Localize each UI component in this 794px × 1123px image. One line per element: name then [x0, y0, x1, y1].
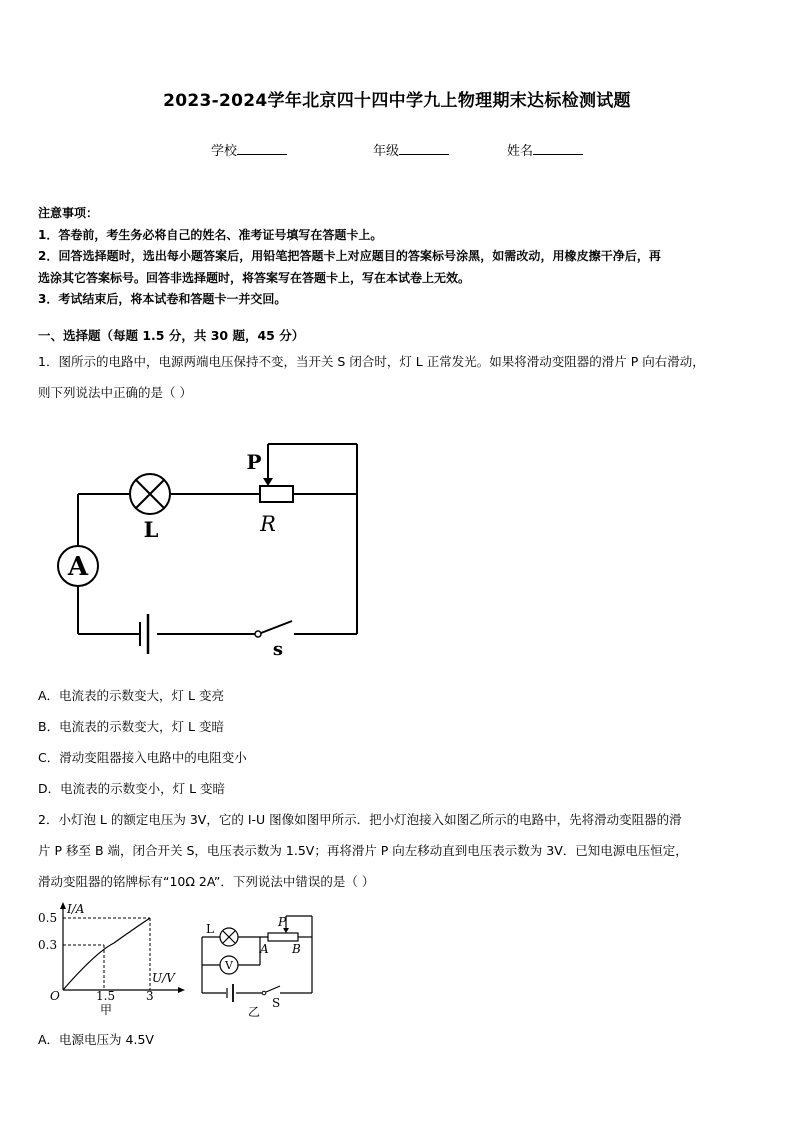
switch-icon: [255, 621, 292, 637]
battery-icon: [140, 614, 157, 654]
lamp-label: L: [206, 922, 214, 936]
switch-label: S: [272, 996, 281, 1010]
graph-xlabel: U/V: [152, 971, 175, 985]
note-line: 2．回答选择题时，选出每小题答案后，用铅笔把答题卡上对应题目的答案标号涂黑，如需改动，用橡皮擦干净后，再: [38, 249, 661, 263]
section-heading: 一、选择题（每题 1.5 分，共 30 题，45 分）: [38, 328, 305, 343]
lamp-icon: [130, 474, 170, 514]
question-1-stem: [38, 346, 760, 408]
iu-curve: [63, 918, 150, 990]
question-line: 片 P 移至 B 端，闭合开关 S，电压表示数为 1.5V；再将滑片 P 向左移动直到电压表示数为 3V．已知电源电压恒定，: [38, 843, 688, 858]
grade-field[interactable]: [373, 140, 449, 159]
school-label: 学校: [211, 144, 238, 159]
name-label: 姓名: [507, 144, 534, 159]
switch-label: s: [272, 639, 284, 660]
school-field[interactable]: [211, 140, 287, 159]
question-2-stem: [38, 804, 760, 897]
graph-caption: 甲: [100, 1003, 113, 1017]
question-2-circuit-diagram: [196, 910, 326, 1020]
voltmeter-label: V: [225, 959, 233, 972]
slider-label: P: [278, 915, 287, 929]
option-b[interactable]: B．电流表的示数变大，灯 L 变暗: [38, 719, 224, 734]
option-a[interactable]: A．电流表的示数变大，灯 L 变亮: [38, 688, 224, 703]
question-line: 1．图所示的电路中，电源两端电压保持不变，当开关 S 闭合时，灯 L 正常发光。如果将滑动变阻器的滑片 P 向右滑动，: [38, 354, 705, 369]
note-line: 3．考试结束后，将本试卷和答题卡一并交回。: [38, 292, 287, 306]
notes-heading: 注意事项：: [38, 206, 99, 220]
x-tick: 3: [146, 989, 154, 1003]
notes-block: [38, 203, 758, 311]
graph-origin: O: [50, 989, 60, 1003]
slider-arrow-icon: [263, 478, 273, 486]
switch-icon: [262, 986, 280, 995]
ammeter-icon: [58, 546, 98, 586]
rheostat-resistor: [260, 486, 293, 502]
name-field[interactable]: [507, 140, 583, 159]
lamp-icon: [220, 928, 238, 946]
question-1-circuit-diagram: [50, 438, 370, 668]
grade-blank[interactable]: [399, 142, 449, 155]
voltmeter-icon: [220, 956, 238, 974]
option-a[interactable]: A．电源电压为 4.5V: [38, 1032, 154, 1047]
resistor-label: R: [260, 512, 276, 536]
page-title: 2023-2024学年北京四十四中学九上物理期末达标检测试题: [163, 91, 631, 111]
note-line: 选涂其它答案标号。回答非选择题时，将答案写在答题卡上，写在本试卷上无效。: [38, 270, 471, 285]
graph-ylabel: I/A: [67, 902, 85, 916]
option-d[interactable]: D．电流表的示数变小，灯 L 变暗: [38, 781, 226, 796]
lamp-label: L: [143, 517, 159, 542]
option-c[interactable]: C．滑动变阻器接入电路中的电阻变小: [38, 750, 247, 765]
y-tick: 0.5: [38, 911, 58, 925]
ammeter-label: A: [67, 552, 89, 582]
rheostat-resistor: [268, 933, 298, 941]
question-line: 2．小灯泡 L 的额定电压为 3V，它的 I-U 图像如图甲所示．把小灯泡接入如图乙所示的电路中，先将滑动变阻器的滑: [38, 812, 682, 827]
note-line: 1．答卷前，考生务必将自己的姓名、准考证号填写在答题卡上。: [38, 227, 383, 242]
question-line: 则下列说法中正确的是（ ）: [38, 385, 192, 400]
grade-label: 年级: [373, 144, 400, 159]
terminal-a-label: A: [260, 942, 269, 956]
school-blank[interactable]: [237, 142, 287, 155]
x-tick: 1.5: [96, 989, 116, 1003]
y-tick: 0.3: [38, 938, 58, 952]
circuit-caption: 乙: [248, 1005, 261, 1019]
terminal-b-label: B: [292, 942, 301, 956]
name-blank[interactable]: [533, 142, 583, 155]
iu-graph: [36, 900, 186, 1020]
slider-label: P: [246, 450, 262, 474]
question-line: 滑动变阻器的铭牌标有“10Ω 2A”．下列说法中错误的是（ ）: [38, 874, 375, 889]
battery-icon: [227, 984, 233, 1002]
